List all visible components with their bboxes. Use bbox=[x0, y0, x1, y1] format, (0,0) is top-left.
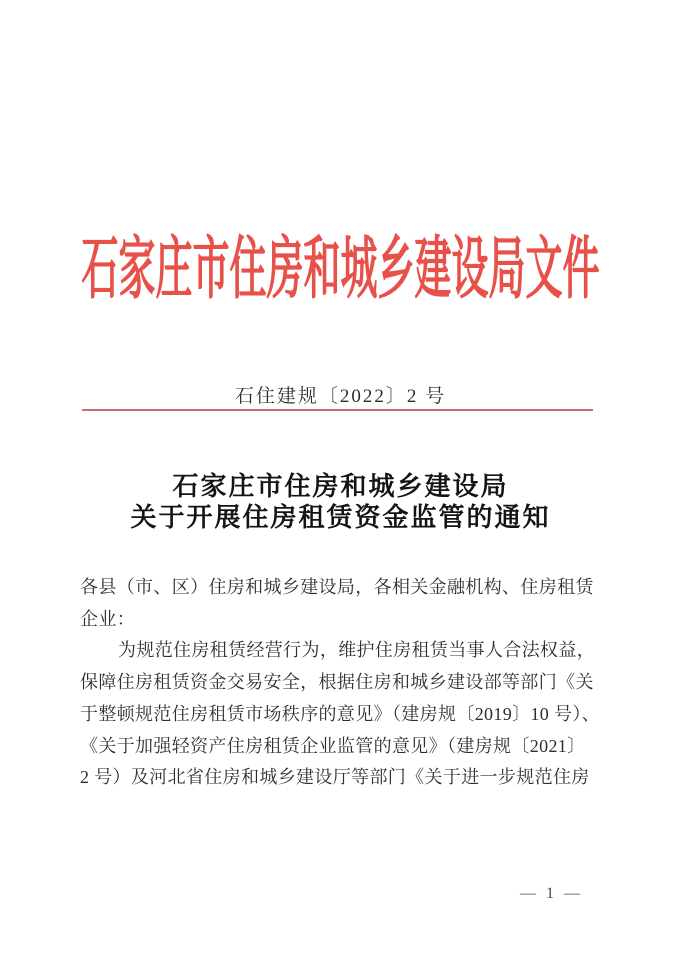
paragraph-line: 为规范住房租赁经营行为，维护住房租赁当事人合法权益， bbox=[118, 640, 596, 661]
paragraph-line: 保障住房租赁资金交易安全，根据住房和城乡建设部等部门《关 bbox=[80, 672, 594, 693]
document-subject bbox=[0, 471, 681, 533]
salutation-line-2: 企业： bbox=[80, 608, 136, 629]
letterhead bbox=[0, 232, 681, 308]
page-number: — 1 — bbox=[520, 885, 583, 902]
paragraph-line: 于整顿规范住房租赁市场秩序的意见》（建房规〔2019〕10 号）、 bbox=[80, 703, 601, 724]
subject-line-1: 石家庄市住房和城乡建设局 bbox=[172, 472, 509, 501]
paragraph-line: 《关于加强轻资产住房租赁企业监管的意见》（建房规〔2021〕 bbox=[80, 735, 586, 756]
subject-line-2: 关于开展住房租赁资金监管的通知 bbox=[130, 503, 551, 532]
letterhead-title: 石家庄市住房和城乡建设局文件 bbox=[81, 232, 600, 308]
salutation-line-1: 各县（市、区）住房和城乡建设局，各相关金融机构、住房租赁 bbox=[80, 577, 594, 597]
document-reference-number: 石住建规〔2022〕2 号 bbox=[234, 386, 447, 407]
document-body bbox=[80, 572, 601, 794]
red-divider-line bbox=[82, 409, 593, 411]
paragraph-line: 2 号）及河北省住房和城乡建设厅等部门《关于进一步规范住房 bbox=[80, 767, 590, 788]
